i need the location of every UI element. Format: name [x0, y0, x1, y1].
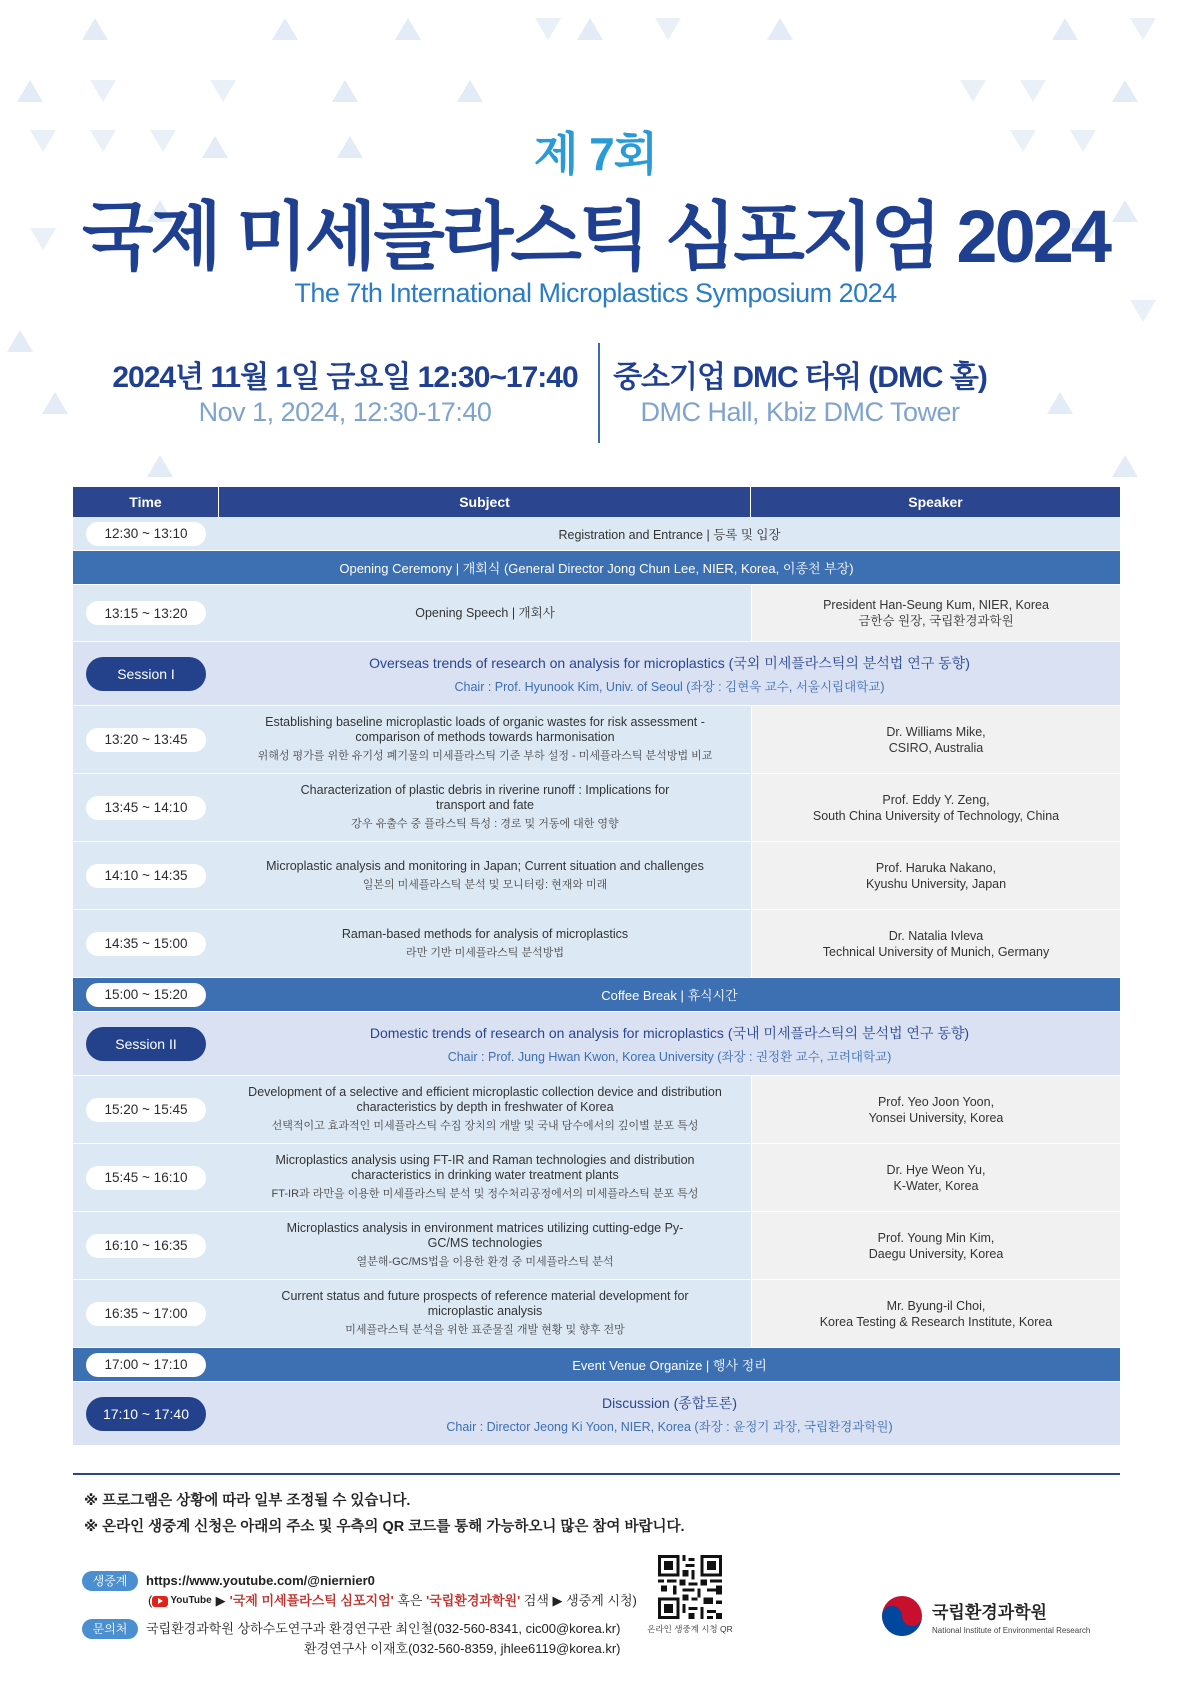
event-venue-korean: 중소기업 DMC 타워 (DMC 홀): [613, 361, 987, 394]
table-row-registration: [73, 517, 1120, 551]
event-title-korean: 국제 미세플라스틱 심포지엄 2024: [81, 195, 1110, 278]
table-row: [73, 1144, 1120, 1212]
table-row: [73, 910, 1120, 978]
event-venue-english: DMC Hall, Kbiz DMC Tower: [640, 397, 960, 427]
taegeuk-emblem-icon: [880, 1594, 924, 1638]
table-row-discussion: [73, 1382, 1120, 1446]
discussion-title: Discussion (종합토론): [602, 1394, 737, 1411]
speaker-affiliation: Korea Testing & Research Institute, Korea: [819, 1314, 1053, 1329]
org-logo: [880, 1594, 1090, 1638]
table-row: [73, 1280, 1120, 1348]
event-date-korean: 2024년 11월 1일 금요일 12:30~17:40: [112, 361, 578, 394]
org-name-korean: 국립환경과학원: [932, 1602, 1047, 1622]
table-row-opening-ceremony: [73, 551, 1120, 585]
table-row-venue-organize: [73, 1348, 1120, 1382]
session-title: Overseas trends of research on analysis for microplastics (국외 미세플라스틱의 분석법 연구 동향): [369, 654, 970, 671]
talk-title: Microplastic analysis and monitoring in Japan; Current situation and challenges: [266, 858, 704, 873]
table-bottom-rule: [73, 1473, 1120, 1475]
time-pill: 15:20 ~ 15:45: [86, 1098, 206, 1122]
speaker-name: Prof. Haruka Nakano,: [875, 860, 997, 875]
speaker-name: Dr. Natalia Ivleva: [888, 928, 984, 943]
time-pill: 13:45 ~ 14:10: [86, 796, 206, 820]
event-date-english: Nov 1, 2024, 12:30-17:40: [198, 397, 492, 427]
header-subject: Subject: [219, 487, 751, 517]
speaker-affiliation: CSIRO, Australia: [888, 740, 984, 755]
talk-title: Current status and future prospects of reference material development for microplastic analysis: [281, 1289, 689, 1318]
qr-code-icon[interactable]: [658, 1555, 722, 1619]
talk-title: Microplastics analysis using FT-IR and Raman technologies and distribution characteristics in drinking water treatment plants: [275, 1153, 695, 1182]
time-pill: 13:20 ~ 13:45: [86, 728, 206, 752]
speaker-name: Dr. Hye Weon Yu,: [886, 1162, 986, 1177]
speaker-affiliation: Technical University of Munich, Germany: [822, 944, 1050, 959]
inquiry-contact-1: 국립환경과학원 상하수도연구과 환경연구관 최인철(032-560-8341, cic00@korea.kr): [146, 1621, 621, 1636]
table-row: [73, 1212, 1120, 1280]
inquiry-tag: 문의처: [82, 1619, 138, 1639]
time-pill: 15:00 ~ 15:20: [86, 983, 206, 1007]
registration-text: Registration and Entrance | 등록 및 입장: [558, 527, 781, 542]
youtube-wordmark: YouTube: [170, 1595, 212, 1606]
speaker-affiliation: K-Water, Korea: [893, 1178, 979, 1193]
time-pill: 13:15 ~ 13:20: [86, 601, 206, 625]
time-pill: 16:10 ~ 16:35: [86, 1234, 206, 1258]
talk-title-korean: 라만 기반 미세플라스틱 분석방법: [406, 946, 564, 959]
schedule-table: [73, 487, 1120, 1446]
speaker-affiliation: Daegu University, Korea: [868, 1246, 1004, 1261]
speaker-affiliation: Kyushu University, Japan: [865, 876, 1007, 891]
table-row: [73, 1076, 1120, 1144]
stream-tag: 생중계: [82, 1571, 138, 1591]
time-pill: 14:10 ~ 14:35: [86, 864, 206, 888]
youtube-url-link[interactable]: https://www.youtube.com/@niernier0: [146, 1573, 375, 1588]
contact-block: 생중계 https://www.youtube.com/@niernier0 ( YouTube ▶ '국제 미세플라스틱 심포지엄' 혹은 '국립환경과학원' 검색 ▶ 생중계 시청) 문의처 국립환경과학원 상하수도연구과 환경연구관 최인철(032-560-8341, cic00@korea.kr) 환경연구사 이재호(032-560-8359, jhlee6119@korea.kr): [82, 1571, 637, 1659]
header-speaker: Speaker: [908, 494, 963, 510]
event-title-english: The 7th International Microplastics Symposium 2024: [294, 278, 897, 308]
speaker-affiliation: Yonsei University, Korea: [868, 1110, 1004, 1125]
speaker-name: Prof. Young Min Kim,: [877, 1230, 995, 1245]
speaker-name: Mr. Byung-il Choi,: [886, 1298, 986, 1313]
discussion-chair: Chair : Director Jeong Ki Yoon, NIER, Korea (좌장 : 윤정기 과장, 국립환경과학원): [446, 1419, 893, 1434]
talk-title-korean: 일본의 미세플라스틱 분석 및 모니터링: 현재와 미래: [362, 878, 608, 891]
session-badge: Session II: [86, 1027, 206, 1061]
notes: [84, 1488, 685, 1540]
note-adjustment: ※ 프로그램은 상황에 따라 일부 조정될 수 있습니다.: [84, 1493, 411, 1509]
time-pill: 12:30 ~ 13:10: [86, 522, 206, 546]
talk-title-korean: 선택적이고 효과적인 미세플라스틱 수집 장치의 개발 및 국내 담수에서의 깊이별 분포 특성: [271, 1120, 699, 1132]
speaker-name: Prof. Yeo Joon Yoon,: [877, 1094, 995, 1109]
talk-title-korean: 미세플라스틱 분석을 위한 표준물질 개발 현황 및 향후 전망: [345, 1324, 625, 1336]
talk-title-korean: 열분해-GC/MS법을 이용한 환경 중 미세플라스틱 분석: [356, 1256, 614, 1268]
table-row: [73, 842, 1120, 910]
venue-organize-text: Event Venue Organize | 행사 정리: [219, 1348, 1120, 1381]
talk-title-korean: FT-IR과 라만을 이용한 미세플라스틱 분석 및 정수처리공정에서의 미세플라스틱 분포 특성: [271, 1188, 699, 1200]
talk-title-korean: 위해성 평가를 위한 유기성 폐기물의 미세플라스틱 기준 부하 설정 - 미세플라스틱 분석방법 비교: [257, 750, 713, 762]
talk-title: Characterization of plastic debris in riverine runoff : Implications for transport and fate: [300, 783, 670, 812]
speaker-name: Prof. Eddy Y. Zeng,: [882, 792, 990, 807]
session-title: Domestic trends of research on analysis for microplastics (국내 미세플라스틱의 분석법 연구 동향): [369, 1024, 970, 1041]
opening-speech-speaker: President Han-Seung Kum, NIER, Korea 금한승 원장, 국립환경과학원: [751, 585, 1120, 641]
speaker-affiliation: South China University of Technology, China: [812, 808, 1060, 823]
time-pill: 17:00 ~ 17:10: [86, 1353, 206, 1377]
table-row-session-2: [73, 1012, 1120, 1076]
table-row-opening-speech: [73, 585, 1120, 642]
session-badge: Session I: [86, 657, 206, 691]
table-row: [73, 774, 1120, 842]
time-pill: 14:35 ~ 15:00: [86, 932, 206, 956]
time-pill: 15:45 ~ 16:10: [86, 1166, 206, 1190]
inquiry-contact-2: 환경연구사 이재호(032-560-8359, jhlee6119@korea.kr): [304, 1641, 621, 1656]
speaker-name: Dr. Williams Mike,: [886, 724, 986, 739]
time-pill: 17:10 ~ 17:40: [86, 1397, 206, 1431]
talk-title: Raman-based methods for analysis of microplastics: [341, 926, 629, 941]
opening-speech-subject: Opening Speech | 개회사: [219, 585, 751, 641]
header-time: Time: [73, 487, 219, 517]
talk-title: Development of a selective and efficient microplastic collection device and distribution characteristics by depth in freshwater of Korea: [248, 1085, 722, 1114]
qr-caption: 온라인 생중계 시청 QR: [647, 1624, 733, 1634]
session-chair: Chair : Prof. Jung Hwan Kwon, Korea University (좌장 : 권정환 교수, 고려대학교): [447, 1049, 892, 1064]
talk-title: Microplastics analysis in environment matrices utilizing cutting-edge Py-GC/MS technologies: [286, 1221, 684, 1250]
event-ordinal: 제 7회: [533, 128, 658, 180]
table-row: [73, 706, 1120, 774]
coffee-break-text: Coffee Break | 휴식시간: [219, 978, 1120, 1011]
play-arrow-icon: ▶: [215, 1593, 226, 1608]
talk-title: Establishing baseline microplastic loads of organic wastes for risk assessment - comparison of methods towards harmonisation: [265, 715, 705, 744]
note-online-stream: ※ 온라인 생중계 신청은 아래의 주소 및 우측의 QR 코드를 통해 가능하오니 많은 참여 바랍니다.: [84, 1519, 685, 1535]
table-row-session-1: [73, 642, 1120, 706]
talk-title-korean: 강우 유출수 중 플라스틱 특성 : 경로 및 거동에 대한 영향: [351, 818, 619, 830]
session-chair: Chair : Prof. Hyunook Kim, Univ. of Seoul (좌장 : 김현욱 교수, 서울시립대학교): [454, 679, 885, 694]
table-header-row: [73, 487, 1120, 517]
youtube-icon: [152, 1596, 168, 1607]
org-name-english: National Institute of Environmental Research: [932, 1625, 1091, 1635]
time-pill: 16:35 ~ 17:00: [86, 1302, 206, 1326]
table-row-coffee-break: [73, 978, 1120, 1012]
opening-ceremony-text: Opening Ceremony | 개회식 (General Director Jong Chun Lee, NIER, Korea, 이종천 부장): [73, 551, 1120, 584]
